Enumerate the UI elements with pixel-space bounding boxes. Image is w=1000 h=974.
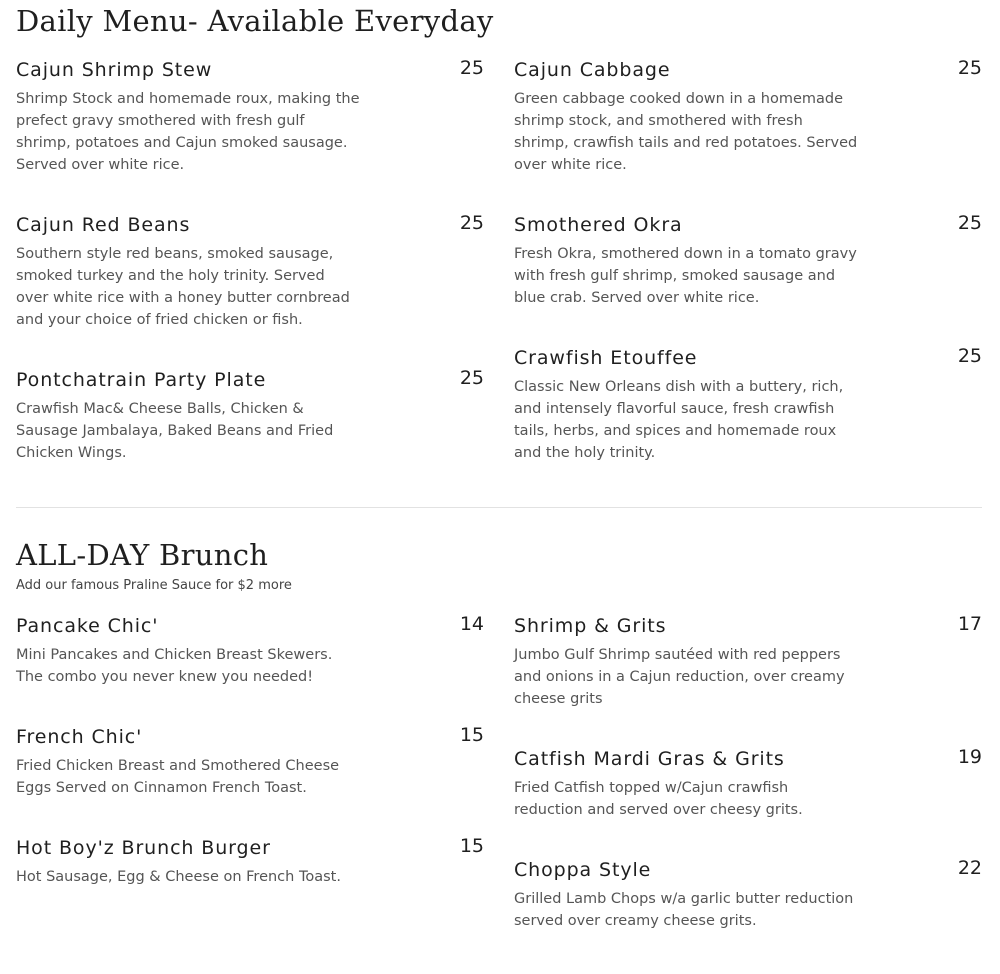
menu-item-description: Fried Catfish topped w/Cajun crawfish reduction and served over cheesy grits. [514,780,803,818]
menu-item [16,614,484,688]
menu-item-description: Jumbo Gulf Shrimp sautéed with red peppers and onions in a Cajun reduction, over creamy cheese grits [514,647,845,707]
menu-item-description: Fresh Okra, smothered down in a tomato gravy with fresh gulf shrimp, smoked sausage and blue crab. Served over white rice. [514,246,857,306]
menu-item-name: French Chic' [16,726,143,748]
menu-item [16,725,484,799]
menu-item-name: Pontchatrain Party Plate [16,369,267,391]
menu-item-name: Cajun Cabbage [514,59,671,81]
menu-item-name: Catfish Mardi Gras & Grits [514,748,785,770]
menu-item-price: 19 [957,746,982,768]
brunch-title: ALL-DAY Brunch [16,538,269,572]
menu-item-price: 25 [957,345,982,367]
menu-item-description: Shrimp Stock and homemade roux, making the prefect gravy smothered with fresh gulf shrimp, potatoes and Cajun smoked sausage. Served over white rice. [16,91,360,173]
menu-item [514,858,982,932]
menu-item-description: Classic New Orleans dish with a buttery, rich, and intensely flavorful sauce, fresh crawfish tails, herbs, and spices and homemade roux and the holy trinity. [514,379,844,461]
menu-item-name: Shrimp & Grits [514,615,667,637]
section-divider [16,507,982,508]
menu-item-name: Pancake Chic' [16,615,159,637]
menu-item-description: Hot Sausage, Egg & Cheese on French Toast. [16,869,341,885]
menu-item-price: 25 [459,367,484,389]
menu-item-price: 14 [459,613,484,635]
menu-item-description: Fried Chicken Breast and Smothered Cheese Eggs Served on Cinnamon French Toast. [16,758,340,796]
menu-item-description: Grilled Lamb Chops w/a garlic butter reduction served over creamy cheese grits. [514,891,854,929]
menu-item [514,213,982,309]
menu-item-name: Cajun Red Beans [16,214,191,236]
menu-item-name: Hot Boy'z Brunch Burger [16,837,271,859]
menu-item-price: 25 [957,212,982,234]
praline-sauce-note: Add our famous Praline Sauce for $2 more [16,578,292,593]
menu-item-price: 15 [459,724,484,746]
menu-item [514,747,982,821]
menu-item-price: 25 [459,212,484,234]
menu-item-price: 25 [957,57,982,79]
menu-item [514,346,982,464]
menu-item [514,614,982,710]
menu-item-name: Smothered Okra [514,214,683,236]
menu-item-name: Crawfish Etouffee [514,347,698,369]
menu-item-description: Green cabbage cooked down in a homemade shrimp stock, and smothered with fresh shrimp, crawfish tails and red potatoes. Served over white rice. [514,91,858,173]
menu-item-name: Cajun Shrimp Stew [16,59,213,81]
menu-item-price: 17 [957,613,982,635]
menu-item-price: 22 [957,857,982,879]
menu-item-price: 15 [459,835,484,857]
menu-item-description: Mini Pancakes and Chicken Breast Skewers. The combo you never knew you needed! [16,647,333,685]
menu-item [514,58,982,176]
daily-menu-title: Daily Menu- Available Everyday [16,4,494,38]
menu-item [16,368,484,464]
menu-item [16,58,484,176]
menu-item-price: 25 [459,57,484,79]
menu-item-name: Choppa Style [514,859,652,881]
menu-item [16,836,484,888]
menu-item [16,213,484,331]
menu-item-description: Crawfish Mac& Cheese Balls, Chicken & Sausage Jambalaya, Baked Beans and Fried Chicken Wings. [16,401,334,461]
menu-item-description: Southern style red beans, smoked sausage, smoked turkey and the holy trinity. Served over white rice with a honey butter cornbread and your choice of fried chicken or fish. [16,246,350,328]
